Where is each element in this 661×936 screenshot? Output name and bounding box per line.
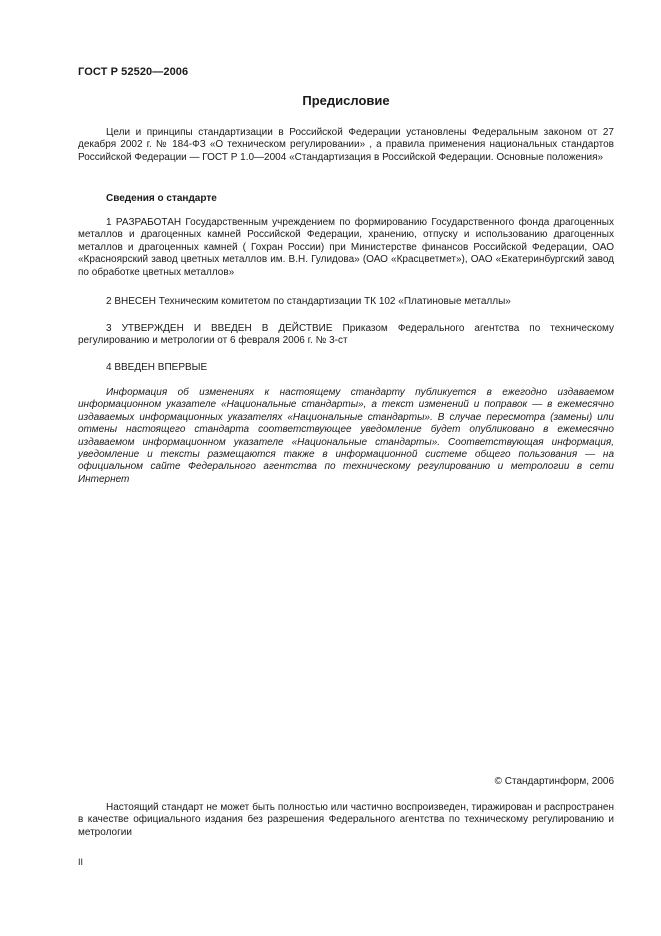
reproduction-notice: Настоящий стандарт не может быть полностью или частично воспроизведен, тиражирован и распространен в качестве официального издания без разрешения Федерального агентства по техническому регулированию и метрологии: [78, 802, 614, 838]
page-number: II: [78, 857, 84, 867]
page-title: Предисловие: [302, 93, 390, 108]
item-developed: 1 РАЗРАБОТАН Государственным учреждением по формированию Государственного фонда драгоценных металлов и драгоценных камней Российской Федерации, хранению, отпуску и использованию драгоценных металлов и драгоценных камней ( Гохран России) при Министерстве финансов Российской Федерации, ОАО «Красноярский завод цветных металлов им. В.Н. Гулидова» (ОАО «Красцветмет»), ОАО «Екатеринбургский завод по обработке цветных металлов»: [78, 217, 614, 278]
item-first-introduced: 4 ВВЕДЕН ВПЕРВЫЕ: [106, 362, 208, 373]
item-approved: 3 УТВЕРЖДЕН И ВВЕДЕН В ДЕЙСТВИЕ Приказом Федерального агентства по техническому регулированию и метрологии от 6 февраля 2006 г. № 3-ст: [78, 323, 614, 347]
intro-paragraph: Цели и принципы стандартизации в Российской Федерации установлены Федеральным законом от 27 декабря 2002 г. № 184-ФЗ «О техническом регулировании» , а правила применения национальных стандартов Российской Федерации — ГОСТ Р 1.0—2004 «Стандартизация в Российской Федерации. Основные положения»: [78, 127, 614, 163]
document-header: ГОСТ Р 52520—2006: [78, 66, 189, 78]
notice-paragraph: Информация об изменениях к настоящему стандарту публикуется в ежегодно издаваемом информационном указателе «Национальные стандарты», а текст изменений и поправок — в ежемесячно издаваемых информационных указателях «Национальные стандарты». В случае пересмотра (замены) или отмены настоящего стандарта соответствующее уведомление будет опубликовано в ежемесячно издаваемом информационном указателе «Национальные стандарты». Соответствующая информация, уведомление и тексты размещаются также в информационной системе общего пользования — на официальном сайте Федерального агентства по техническому регулированию и метрологии в сети Интернет: [78, 387, 614, 485]
copyright-line: © Стандартинформ, 2006: [494, 776, 614, 787]
item-submitted: 2 ВНЕСЕН Техническим комитетом по стандартизации ТК 102 «Платиновые металлы»: [106, 296, 511, 307]
section-heading: Сведения о стандарте: [106, 193, 217, 204]
